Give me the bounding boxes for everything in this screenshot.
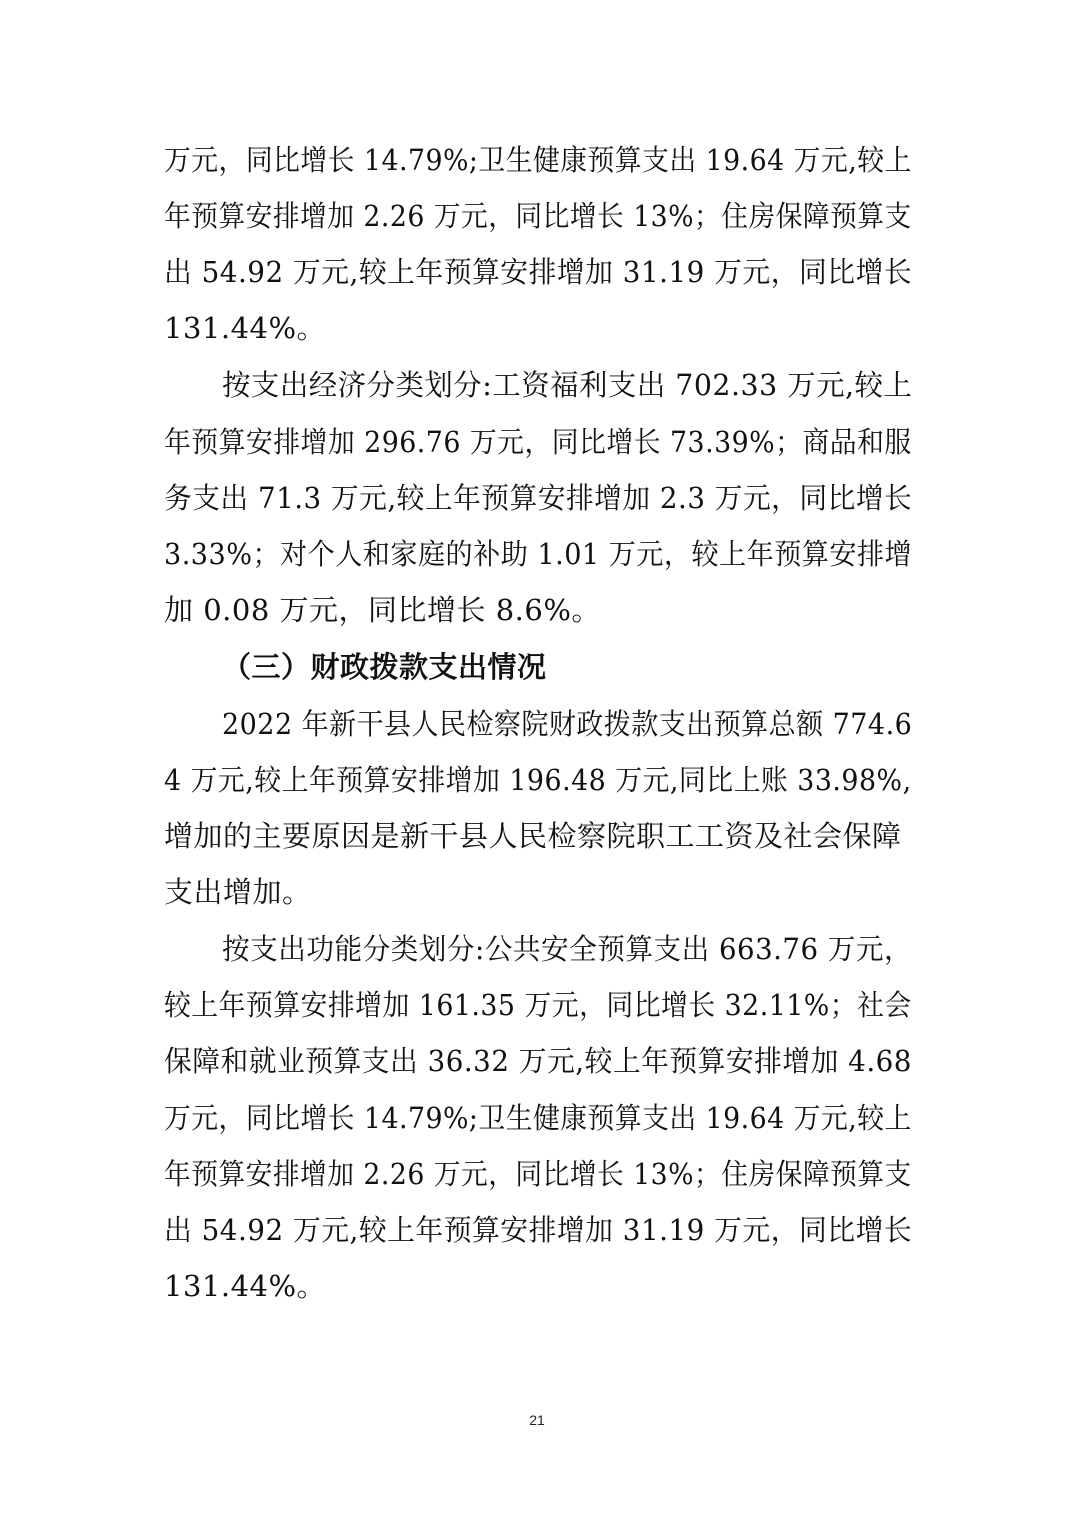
paragraph-line: 增加的主要原因是新干县人民检察院职工工资及社会保障	[164, 819, 902, 853]
paragraph-line: 出 54.92 万元,较上年预算安排增加 31.19 万元，同比增长	[164, 255, 913, 289]
paragraph-line: 131.44%。	[164, 1269, 327, 1303]
paragraph-line: 较上年预算安排增加 161.35 万元，同比增长 32.11%；社会	[164, 988, 912, 1022]
paragraph-line: 加 0.08 万元，同比增长 8.6%。	[164, 593, 601, 627]
paragraph-line: 万元，同比增长 14.79%;卫生健康预算支出 19.64 万元,较上	[164, 1101, 912, 1135]
paragraph-line: 2022 年新干县人民检察院财政拨款支出预算总额 774.6	[222, 707, 913, 741]
page-number: 21	[529, 1412, 545, 1428]
paragraph-line: 支出增加。	[164, 875, 312, 909]
paragraph-line: 年预算安排增加 2.26 万元，同比增长 13%；住房保障预算支	[164, 1157, 912, 1191]
paragraph-line: 出 54.92 万元,较上年预算安排增加 31.19 万元，同比增长	[164, 1213, 913, 1247]
paragraph-line: 按支出经济分类划分:工资福利支出 702.33 万元,较上	[222, 368, 913, 402]
paragraph-line: 务支出 71.3 万元,较上年预算安排增加 2.3 万元，同比增长	[164, 481, 913, 515]
paragraph-line: 4 万元,较上年预算安排增加 196.48 万元,同比上账 33.98%,	[164, 763, 912, 797]
section-heading: （三）财政拨款支出情况	[222, 650, 547, 684]
paragraph-line: 131.44%。	[164, 311, 327, 345]
paragraph-line: 按支出功能分类划分:公共安全预算支出 663.76 万元，	[222, 932, 913, 966]
paragraph-line: 万元，同比增长 14.79%;卫生健康预算支出 19.64 万元,较上	[164, 143, 912, 177]
paragraph-line: 年预算安排增加 296.76 万元，同比增长 73.39%；商品和服	[164, 425, 912, 459]
paragraph-line: 保障和就业预算支出 36.32 万元,较上年预算安排增加 4.68	[164, 1044, 912, 1078]
paragraph-line: 年预算安排增加 2.26 万元，同比增长 13%；住房保障预算支	[164, 199, 912, 233]
paragraph-line: 3.33%；对个人和家庭的补助 1.01 万元，较上年预算安排增	[164, 537, 913, 571]
